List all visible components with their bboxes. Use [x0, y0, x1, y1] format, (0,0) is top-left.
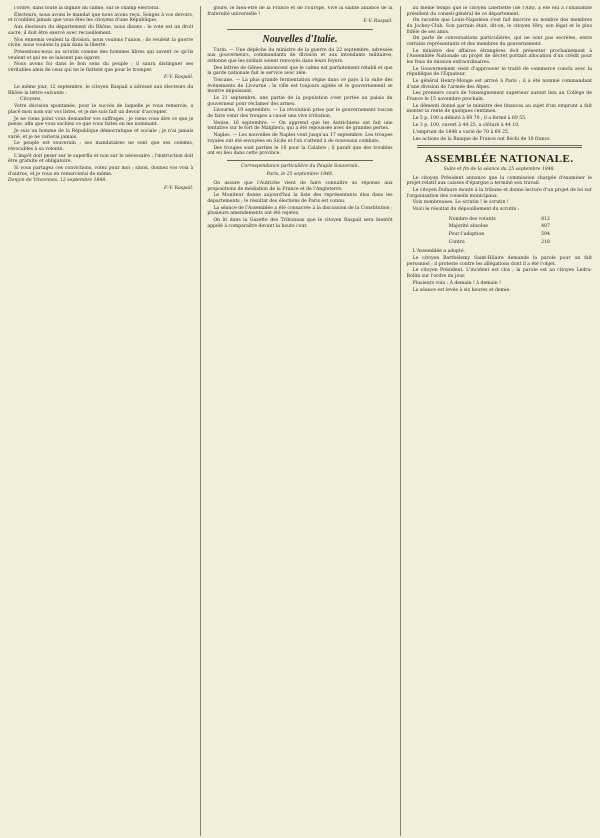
section-subtitle: Suite et fin de la séance du 25 septembre 1848. — [443, 167, 556, 173]
paragraph: Nos ennemis veulent la division, nous voulons l'union ; ils veulent la guerre civile, nous voulons la paix dans la liberté. — [8, 37, 194, 49]
vote-label: Contre — [448, 239, 465, 245]
paragraph: Les actions de la Banque de France ont fléchi de 10 francs. — [412, 136, 551, 142]
paragraph: On lit dans la Gazette des Tribunaux que le citoyen Raspail sera bientôt appelé à comparaître devant la haute cour. — [207, 218, 393, 229]
paragraph: Les premiers cours de l'enseignement supérieur auront lieu au Collège de France le 15 novembre prochain. — [406, 91, 592, 103]
letter-dateline: Donjon de Vincennes, 12 septembre 1848. — [8, 178, 107, 184]
article-news-briefs — [407, 6, 592, 115]
vote-value: 812 — [541, 216, 550, 222]
article-electoral-appeal — [8, 6, 193, 81]
section-heading-correspondence: Correspondance particulière du Peuple Souverain. — [240, 163, 360, 169]
paragraph: Des lettres de Gênes annoncent que le calme est parfaitement rétabli et que la garde nationale fait le service avec zèle. — [207, 65, 393, 77]
paragraph: On parle de conversations particulières, qui ne sont pas secrètes, entre certains représentants et des membres du gouvernement. — [406, 36, 592, 47]
vote-label: Majorité absolue — [448, 224, 488, 230]
paragraph: Le ministre des affaires étrangères doit présenter prochainement à l'Assemblée Nationale un projet de décret portant allocation d'un crédit pour les frais de mission extraordinaires. — [406, 48, 592, 65]
paragraph: Je suis un homme de la République démocratique et sociale ; je n'ai jamais varié, et je ne varierai jamais. — [8, 128, 194, 140]
column-right — [400, 6, 592, 836]
vote-results-table — [444, 215, 555, 247]
bourse-report — [407, 116, 592, 142]
signature: F.-V. Raspail. — [164, 75, 194, 81]
paragraph: Le Gouvernement vient d'approuver le traité de commerce conclu avec la république de l'Équateur. — [406, 66, 592, 78]
paragraph: Plusieurs voix : À demain ! à demain ! — [412, 280, 501, 286]
paragraph: La séance est levée à six heures et demie. — [412, 287, 511, 293]
paragraph: Le Moniteur donne aujourd'hui la liste des représentants élus dans les départements ; le résultat des élections de Paris est connu. — [207, 193, 393, 204]
letter-intro: Le même jour, 12 septembre, le citoyen Raspail a adressé aux électeurs du Rhône la lettre suivante : — [8, 85, 194, 96]
paragraph: Livourne, 19 septembre. — La révolution prise par le gouvernement toscan de faire venir des troupes a causé une vive irritation. — [207, 108, 393, 120]
paragraph: Le général Henry-Monge est arrivé à Paris ; il a été nommé commandant d'une division de l'armée des Alpes. — [406, 79, 592, 90]
paragraph: Le citoyen Dufaure monte à la tribune et donne lecture d'un projet de loi sur l'organisation des conseils municipaux. — [406, 188, 592, 199]
table-row — [446, 224, 553, 230]
column-left — [8, 6, 193, 836]
divider — [417, 145, 582, 148]
paragraph: Le citoyen Président. L'incident est clos ; la parole est au citoyen Ledru-Rollin sur l'ordre du jour. — [406, 268, 592, 279]
paragraph: au même temps que le citoyen Lherbette (de l'Ain), a été élu à l'unanimité président du conseil général de ce département. — [406, 6, 592, 17]
paragraph: Aux électeurs du département du Rhône, nous disons : le vote est un droit sacré, il doit être exercé avec recueillement. — [8, 25, 194, 36]
paragraph: gloire, le bien-être de la France et de l'Europe. Vive la sainte alliance de la fraternité universelle ! — [207, 6, 393, 17]
vote-intro: Voici le résultat du dépouillement du scrutin : — [412, 207, 520, 213]
paragraph: Turin. — Une dépêche du ministre de la guerre du 22 septembre, adressée aux gouverneurs, commandants de division et aux intendants militaires, ordonne que les soldats soient renvoyés dans leurs foyers. — [207, 47, 393, 64]
paragraph: Des troupes sont parties le 16 pour la Calabre ; il paraît que des troubles ont eu lieu dans cette province. — [207, 145, 393, 157]
article-assembly — [407, 176, 592, 293]
paragraph: Si vous partagez ces convictions, votez pour moi ; sinon, donnez vos voix à d'autres, et je vous en remercierai de même. — [8, 166, 194, 177]
paragraph: L'impôt doit peser sur le superflu et non sur le nécessaire ; l'instruction doit être gratuite et obligatoire. — [8, 153, 194, 165]
paragraph: Le peuple est souverain ; ses mandataires ne sont que ses commis, révocables à sa volonté. — [8, 141, 194, 152]
column-middle — [200, 6, 392, 836]
vote-label: Pour l'adoption — [448, 232, 485, 238]
divider — [227, 29, 372, 30]
table-row — [446, 240, 553, 246]
paragraph: Présentons-nous au scrutin comme des hommes libres qui savent ce qu'ils veulent et qui ne se laissent pas égarer. — [8, 49, 194, 61]
paragraph: Toscane. — La plus grande fermentation règne dans ce pays à la suite des événements de Livourne ; la ville est toujours agitée et le gouvernement se montre impuissant. — [207, 78, 393, 95]
vote-label: Nombre des votants — [448, 216, 496, 222]
vote-value: 218 — [541, 239, 550, 245]
paragraph: On raconte que Louis-Napoléon s'est fait inscrire au nombre des membres du Jockey-Club. Son parrain était, dit-on, le citoyen Véry, son légat et le plus fidèle de ses amis. — [406, 18, 592, 35]
paragraph: Je ne viens point vous demander vos suffrages ; je viens vous dire ce que je pense, afin que vous sachiez ce que vous faites en me nommant. — [8, 116, 194, 128]
dateline: Paris, le 25 septembre 1848. — [266, 172, 334, 178]
section-heading-assembly: ASSEMBLÉE NATIONALE. — [425, 153, 574, 166]
signature: F.-V. Raspail. — [363, 19, 393, 25]
paragraph: Votre décision spontanée, pour le succès de laquelle je vous remercie, a placé mon nom sur vos listes, et je me suis fait un devoir d'accepter. — [8, 104, 194, 115]
paragraph: Le 21 septembre, une partie de la population s'est portée au palais du gouverneur pour réclamer des armes. — [207, 96, 393, 107]
article-correspondence — [207, 181, 392, 229]
divider — [227, 160, 372, 161]
paragraph: On assure que l'Autriche vient de faire connaître sa réponse aux propositions de médiation de la France et de l'Angleterre. — [207, 180, 393, 192]
paragraph: Le citoyen Barthélemy Saint-Hilaire demande la parole pour un fait personnel ; il proteste contre les allégations dont il a été l'objet. — [406, 256, 592, 267]
paragraph: L'Assemblée a adopté. — [412, 249, 465, 255]
paragraph: l'ordre, dans toute la dignité du calme, sur le champ électoral. — [14, 6, 160, 11]
article-italy-news — [207, 48, 392, 157]
letter-salutation: Citoyens, — [20, 97, 42, 103]
table-row — [446, 217, 553, 223]
paragraph: Venise, 16 septembre. — On apprend que les Autrichiens ont fait une tentative sur le fort de Malghera, qui a été repoussée avec de grandes pertes. — [207, 120, 393, 132]
vote-value: 407 — [541, 224, 550, 230]
paragraph: Électeurs, nous avons le mandat que nous avons reçu. Songez à vos devoirs, et n'oubliez jamais que vous êtes les citoyens d'une République. — [8, 12, 194, 24]
paragraph: Le 5 p. 100 a débuté à 69 70 ; il a fermé à 69 55. — [412, 116, 527, 122]
paragraph: Naples. — Les nouvelles de Naples vont jusqu'au 17 septembre. Les troupes royales ont été envoyées en Sicile et l'on s'attend à de nouveaux combats. — [207, 133, 393, 144]
paragraph: Le 3 p. 100, ouvert à 44 25, a clôturé à 44 10. — [412, 122, 520, 128]
paragraph: L'emprunt de 1848 a varié de 70 à 69 25. — [412, 129, 510, 135]
paragraph: Voix nombreuses. Le scrutin ! le scrutin ! — [412, 200, 509, 206]
vote-value: 594 — [541, 232, 550, 238]
signature: F.-V. Raspail. — [164, 186, 194, 192]
paragraph: Le citoyen Président annonce que la commission chargée d'examiner le projet relatif aux caisses d'épargne a terminé son travail. — [406, 175, 592, 187]
section-heading-italy: Nouvelles d'Italie. — [262, 33, 338, 45]
paragraph: La séance de l'Assemblée a été consacrée à la discussion de la Constitution ; plusieurs amendements ont été rejetés. — [207, 205, 393, 217]
letter-body — [8, 104, 193, 177]
paragraph: Nous avons foi dans le bon sens du peuple ; il saura distinguer ses véritables amis de ceux qui ne le flattent que pour le tromper. — [8, 62, 194, 73]
paragraph: Le démenti donné par le ministre des finances au sujet d'un emprunt a fait monter la rente de quelques centimes. — [406, 103, 592, 115]
table-row — [446, 232, 553, 238]
